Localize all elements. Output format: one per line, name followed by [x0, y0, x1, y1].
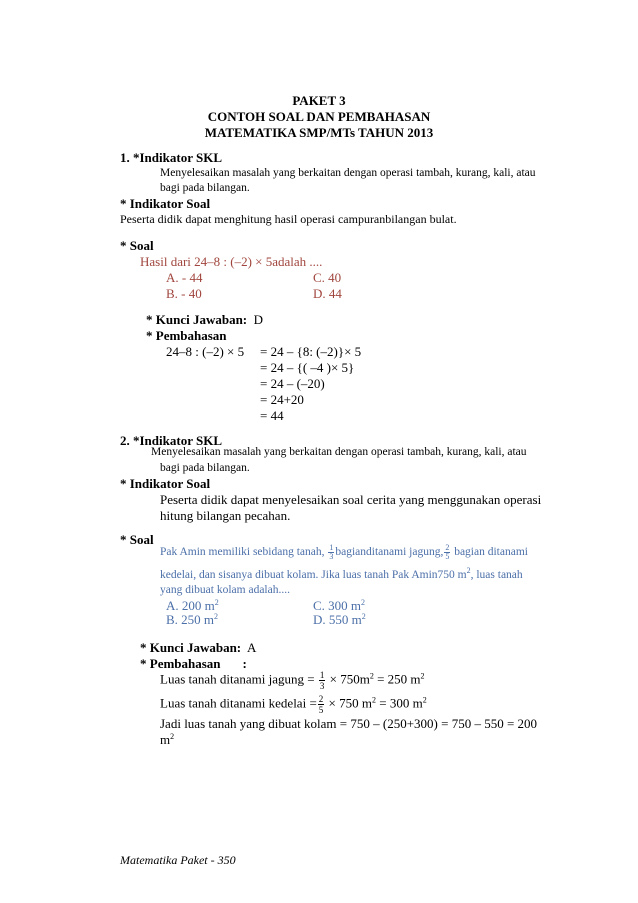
q2-solution-line-3: Jadi luas tanah yang dibuat kolam = 750 – (250+300) = 750 – 550 = 200	[160, 716, 538, 731]
page-title-line2: CONTOH SOAL DAN PEMBAHASAN	[207, 109, 431, 124]
page-title-line3: MATEMATIKA SMP/MTs TAHUN 2013	[204, 125, 434, 140]
q2-solution-line-4: $m^2$	[160, 732, 175, 747]
q2-solution-line-2: Luas tanah ditanami kedelai = $\frac{2}{5}$ × 750 $m^2 = 300$ $m^2$	[160, 694, 427, 715]
q2-indikator-soal-text-2: hitung bilangan pecahan.	[160, 508, 291, 523]
q1-option-a: A. - 44	[166, 270, 203, 285]
q1-option-b: B. - 40	[166, 286, 202, 301]
q2-indikator-soal-label: * Indikator Soal	[120, 476, 211, 491]
q2-skl-label: 2. *Indikator SKL	[120, 433, 222, 448]
q2-option-a: A. 200 $m^2$	[166, 598, 219, 613]
fraction-one-third: $\frac{1}{3}$	[319, 670, 325, 691]
q2-kunci-jawaban: * Kunci Jawaban: A	[140, 640, 257, 655]
q2-soal-label: * Soal	[120, 532, 154, 547]
q1-option-c: C. 40	[313, 270, 342, 285]
q1-skl-text-2: bagi pada bilangan.	[160, 182, 250, 194]
q2-option-b: B. 250 $m^2$	[166, 612, 219, 627]
q1-question: Hasil dari 24–8 : (–2) × 5adalah ....	[140, 254, 323, 269]
fraction-two-fifths: $\frac{2}{5}$	[445, 543, 450, 561]
q1-pembahasan-lhs: 24–8 : (–2) × 5	[166, 344, 245, 359]
q1-step: = 44	[260, 408, 284, 423]
q1-skl-text-1: Menyelesaikan masalah yang berkaitan dengan operasi tambah, kurang, kali, atau	[160, 167, 536, 179]
q1-indikator-soal-text: Peserta didik dapat menghitung hasil operasi campuranbilangan bulat.	[120, 212, 457, 226]
q2-pembahasan-label: * Pembahasan :	[140, 656, 247, 671]
q1-soal-label: * Soal	[120, 238, 154, 253]
q2-question-line-2: kedelai, dan sisanya dibuat kolam. Jika luas tanah Pak Amin750 $m^2$, luas tanah	[160, 566, 523, 581]
q2-option-c: C. 300 $m^2$	[313, 598, 366, 613]
q2-option-d: D. 550 $m^2$	[313, 612, 366, 627]
q1-pembahasan-label: * Pembahasan	[146, 328, 227, 343]
page-footer: Matematika Paket - 350	[120, 853, 236, 867]
q2-indikator-soal-text-1: Peserta didik dapat menyelesaikan soal cerita yang menggunakan operasi	[160, 492, 542, 507]
q1-step: = 24 – (–20)	[260, 376, 325, 391]
q1-kunci-jawaban: * Kunci Jawaban: D	[146, 312, 264, 327]
q1-indikator-soal-label: * Indikator Soal	[120, 196, 211, 211]
fraction-two-fifths: $\frac{2}{5}$	[318, 694, 324, 715]
q1-step: = 24 – {( –4 )× 5}	[260, 360, 355, 375]
q1-option-d: D. 44	[313, 286, 342, 301]
q1-step: = 24+20	[260, 392, 304, 407]
page-title-line1: PAKET 3	[292, 93, 346, 108]
q2-skl-text-2: bagi pada bilangan.	[160, 462, 250, 474]
q2-skl-text-1: Menyelesaikan masalah yang berkaitan dengan operasi tambah, kurang, kali, atau	[151, 446, 527, 458]
q1-skl-label: 1. *Indikator SKL	[120, 150, 222, 165]
q2-question-line-3: yang dibuat kolam adalah....	[160, 584, 290, 596]
fraction-one-third: $\frac{1}{3}$	[329, 543, 334, 561]
q1-step: = 24 – {8: (–2)}× 5	[260, 344, 362, 359]
q2-solution-line-1: Luas tanah ditanami jagung = $\frac{1}{3}$ × $750m^2 = 250$ $m^2$	[160, 670, 425, 691]
q2-question-line-1: Pak Amin memiliki sebidang tanah, $\frac{1}{3}$ bagianditanami jagung, $\frac{2}{5}$ bagian ditanami	[160, 543, 528, 561]
